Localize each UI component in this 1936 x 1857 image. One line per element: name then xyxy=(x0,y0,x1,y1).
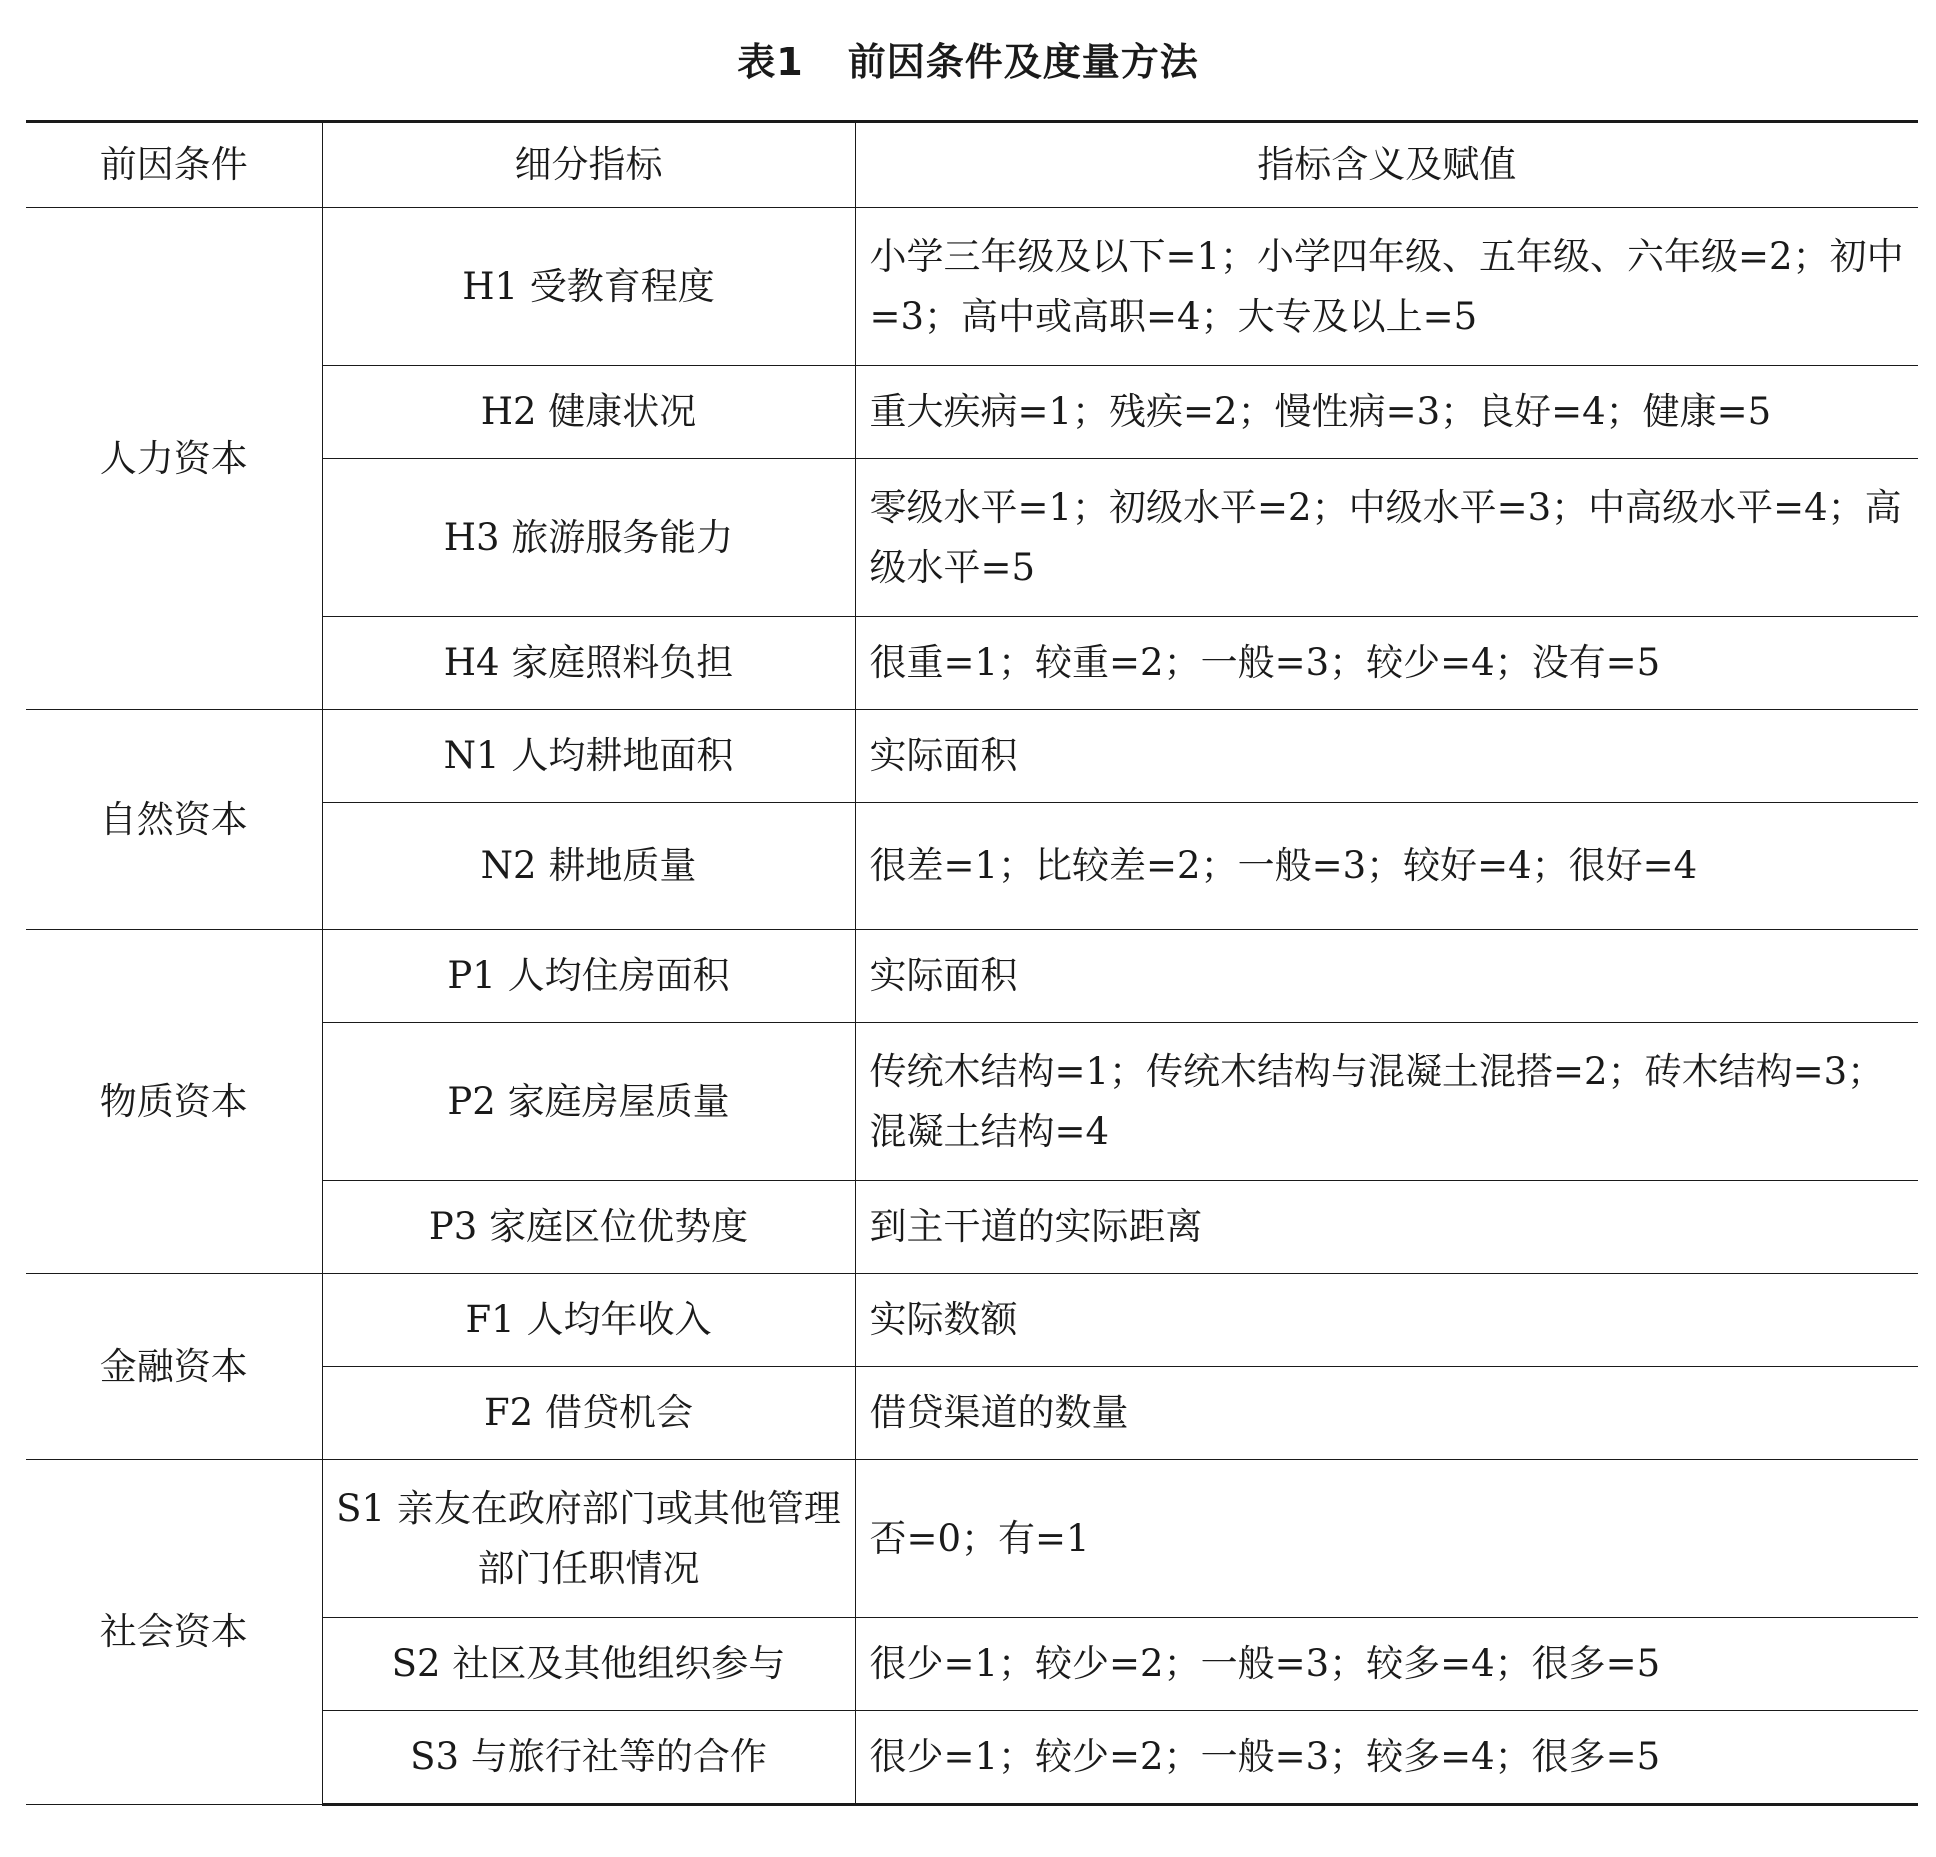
table-caption: 前因条件及度量方法 xyxy=(847,40,1199,84)
conditions-table xyxy=(26,120,1918,1806)
group-human-capital: 人力资本 xyxy=(26,208,322,710)
group-social-capital: 社会资本 xyxy=(26,1460,322,1805)
header-indicator: 细分指标 xyxy=(322,122,855,208)
description-cell: 零级水平=1；初级水平=2；中级水平=3；中高级水平=4；高级水平=5 xyxy=(855,459,1918,617)
description-cell: 很少=1；较少=2；一般=3；较多=4；很多=5 xyxy=(855,1711,1918,1805)
header-condition: 前因条件 xyxy=(26,122,322,208)
indicator-cell: S1 亲友在政府部门或其他管理部门任职情况 xyxy=(322,1460,855,1618)
table-row xyxy=(26,930,1918,1023)
description-cell: 实际面积 xyxy=(855,710,1918,803)
table-row xyxy=(26,710,1918,803)
indicator-cell: N2 耕地质量 xyxy=(322,803,855,930)
description-cell: 很少=1；较少=2；一般=3；较多=4；很多=5 xyxy=(855,1618,1918,1711)
indicator-cell: S2 社区及其他组织参与 xyxy=(322,1618,855,1711)
description-cell: 到主干道的实际距离 xyxy=(855,1181,1918,1274)
indicator-cell: F1 人均年收入 xyxy=(322,1274,855,1367)
description-cell: 否=0；有=1 xyxy=(855,1460,1918,1618)
indicator-cell: H3 旅游服务能力 xyxy=(322,459,855,617)
header-row xyxy=(26,122,1918,208)
group-natural-capital: 自然资本 xyxy=(26,710,322,930)
description-cell: 借贷渠道的数量 xyxy=(855,1367,1918,1460)
group-physical-capital: 物质资本 xyxy=(26,930,322,1274)
indicator-cell: P2 家庭房屋质量 xyxy=(322,1023,855,1181)
indicator-cell: H4 家庭照料负担 xyxy=(322,617,855,710)
table-number: 表1 xyxy=(737,40,804,84)
indicator-cell: N1 人均耕地面积 xyxy=(322,710,855,803)
description-cell: 很重=1；较重=2；一般=3；较少=4；没有=5 xyxy=(855,617,1918,710)
indicator-cell: S3 与旅行社等的合作 xyxy=(322,1711,855,1805)
indicator-cell: H2 健康状况 xyxy=(322,366,855,459)
group-financial-capital: 金融资本 xyxy=(26,1274,322,1460)
table-title xyxy=(0,36,1936,88)
description-cell: 很差=1；比较差=2；一般=3；较好=4；很好=4 xyxy=(855,803,1918,930)
indicator-cell: F2 借贷机会 xyxy=(322,1367,855,1460)
description-cell: 实际数额 xyxy=(855,1274,1918,1367)
description-cell: 实际面积 xyxy=(855,930,1918,1023)
header-meaning: 指标含义及赋值 xyxy=(855,122,1918,208)
description-cell: 重大疾病=1；残疾=2；慢性病=3；良好=4；健康=5 xyxy=(855,366,1918,459)
indicator-cell: P1 人均住房面积 xyxy=(322,930,855,1023)
table-row xyxy=(26,208,1918,366)
description-cell: 小学三年级及以下=1；小学四年级、五年级、六年级=2；初中=3；高中或高职=4；大专及以上=5 xyxy=(855,208,1918,366)
indicator-cell: P3 家庭区位优势度 xyxy=(322,1181,855,1274)
table-row xyxy=(26,1460,1918,1618)
indicator-cell: H1 受教育程度 xyxy=(322,208,855,366)
table-row xyxy=(26,1274,1918,1367)
description-cell: 传统木结构=1；传统木结构与混凝土混搭=2；砖木结构=3；混凝土结构=4 xyxy=(855,1023,1918,1181)
